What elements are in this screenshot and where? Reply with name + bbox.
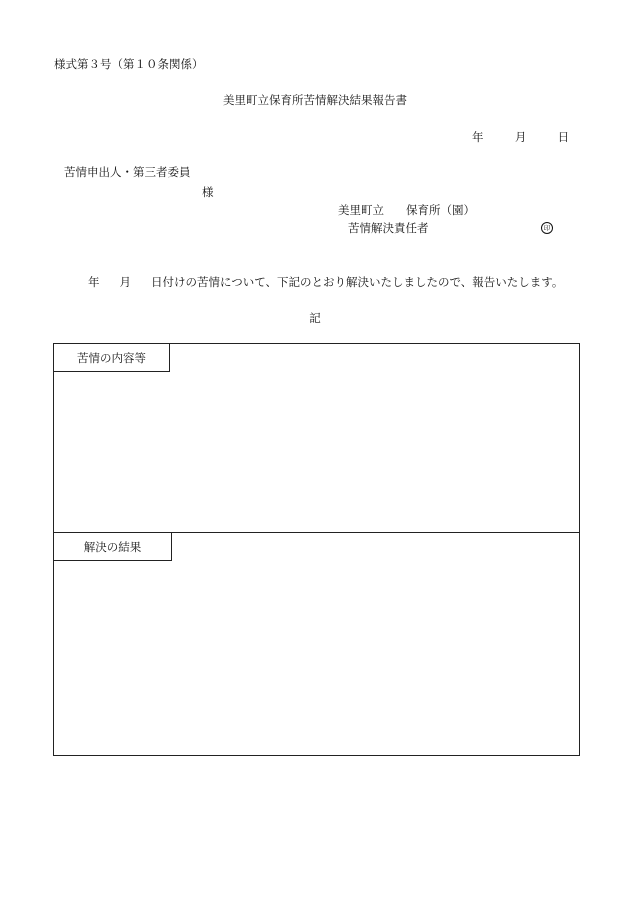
form-number: 様式第３号（第１０条関係） — [54, 57, 204, 71]
body-sentence: 日付けの苦情について、下記のとおり解決いたしましたので、報告いたします。 — [151, 275, 564, 289]
facility-suffix: 保育所（園） — [406, 203, 475, 217]
sender-title: 苦情解決責任者 — [348, 221, 429, 235]
facility-prefix: 美里町立 — [338, 203, 384, 217]
date-day: 日 — [557, 130, 570, 144]
complaint-section — [54, 344, 579, 533]
sender-facility — [338, 202, 475, 218]
result-section — [54, 533, 579, 755]
recipient-label: 苦情申出人・第三者委員 — [64, 165, 191, 179]
body-month: 月 — [119, 275, 131, 289]
body-text — [88, 274, 563, 290]
honorific: 様 — [202, 185, 214, 199]
complaint-label: 苦情の内容等 — [54, 344, 170, 372]
result-label: 解決の結果 — [54, 533, 172, 561]
body-year: 年 — [88, 275, 100, 289]
seal-mark — [541, 219, 553, 234]
ki-heading: 記 — [309, 311, 321, 325]
date-year: 年 — [472, 130, 484, 144]
date-month: 月 — [514, 130, 527, 144]
seal-icon: 印 — [541, 222, 553, 234]
report-table — [53, 343, 580, 756]
date-line — [472, 129, 569, 145]
complaint-content[interactable] — [54, 372, 579, 532]
document-title: 美里町立保育所苦情解決結果報告書 — [223, 93, 407, 107]
result-content[interactable] — [54, 561, 579, 755]
